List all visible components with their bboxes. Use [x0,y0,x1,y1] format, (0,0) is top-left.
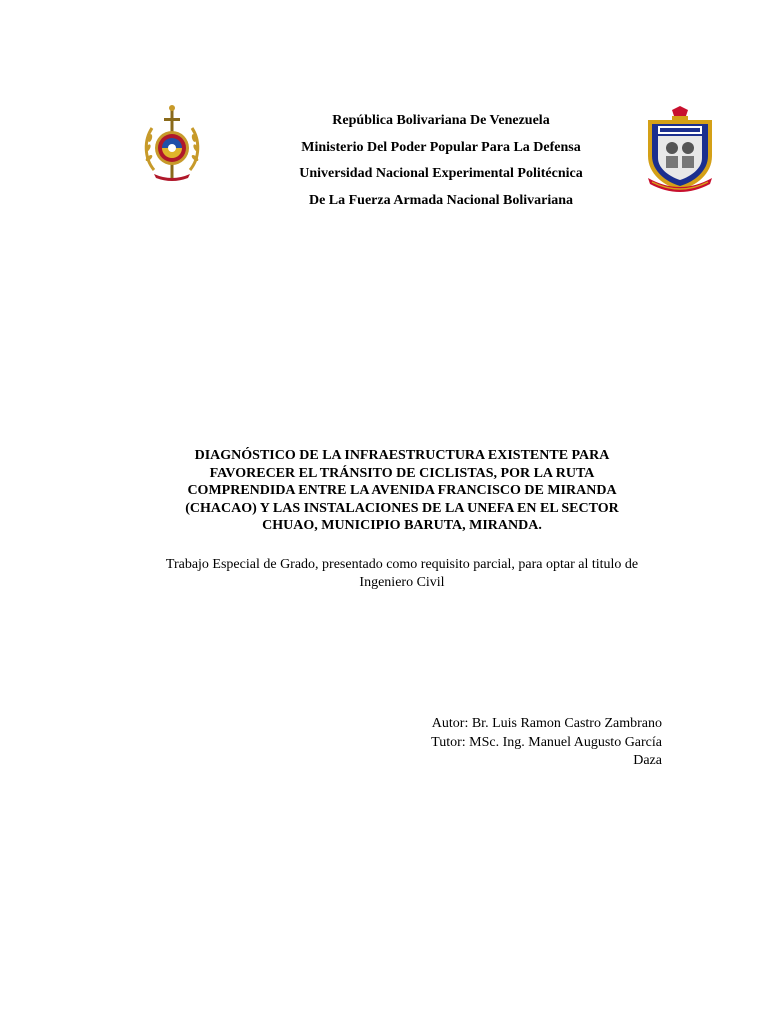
armed-forces-crest-icon [140,104,204,184]
title-line: CHUAO, MUNICIPIO BARUTA, MIRANDA. [262,518,542,534]
institution-header [220,108,662,214]
thesis-subtitle [130,556,674,592]
tutor-line-continued: Daza [633,753,662,769]
subtitle-line: Ingeniero Civil [359,575,445,590]
header-line-republic: República Bolivariana De Venezuela [332,113,550,128]
author-credits [431,715,662,771]
header-line-ministry: Ministerio Del Poder Popular Para La Defensa [301,139,581,155]
title-line: COMPRENDIDA ENTRE LA AVENIDA FRANCISCO DE MIRANDA [187,483,617,499]
title-line: FAVORECER EL TRÁNSITO DE CICLISTAS, POR LA RUTA [209,465,595,481]
subtitle-line: Trabajo Especial de Grado, presentado como requisito parcial, para optar al titulo de [165,557,639,572]
tutor-line: Tutor: MSc. Ing. Manuel Augusto García [431,734,662,750]
title-line: (CHACAO) Y LAS INSTALACIONES DE LA UNEFA EN EL SECTOR [185,500,619,516]
header-line-armed-forces: De La Fuerza Armada Nacional Bolivariana [308,192,574,208]
thesis-title [150,447,654,535]
author-line: Autor: Br. Luis Ramon Castro Zambrano [431,716,662,731]
header-line-university: Universidad Nacional Experimental Politécnica [299,166,583,181]
title-line: DIAGNÓSTICO DE LA INFRAESTRUCTURA EXISTENTE PARA [194,448,610,463]
